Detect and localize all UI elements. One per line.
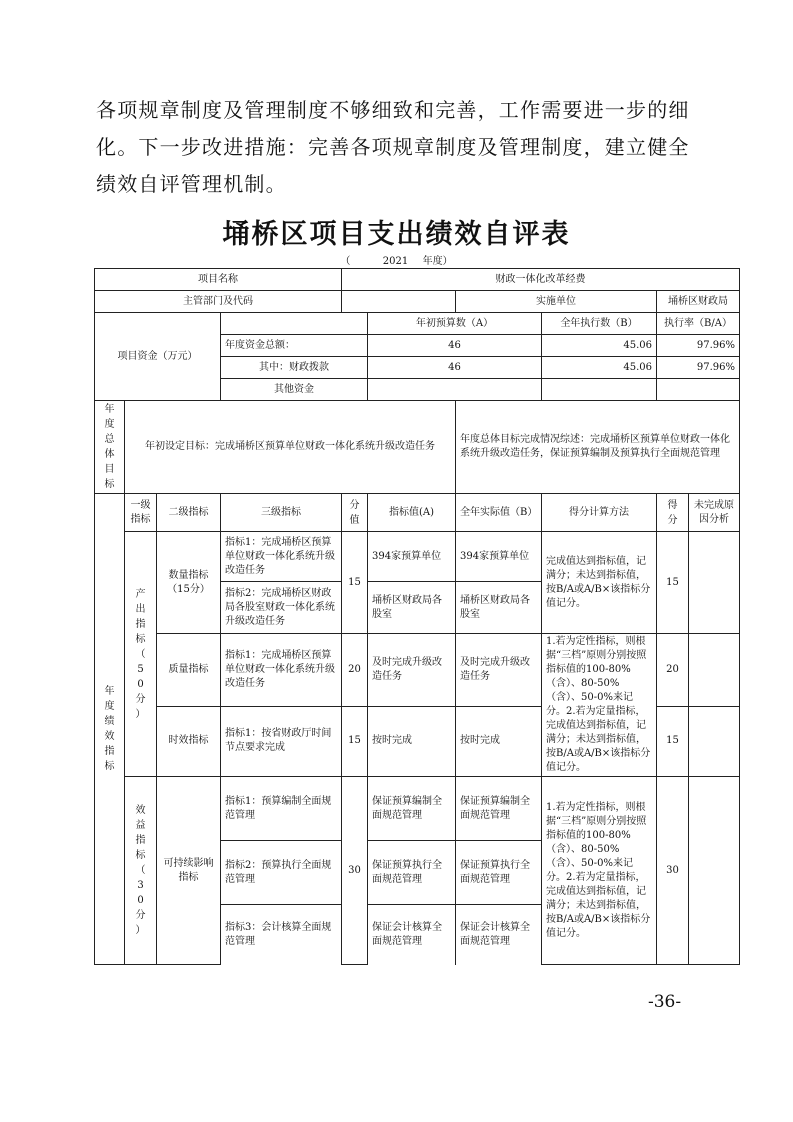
- sustain-target-3: 保证会计核算全面规范管理: [368, 905, 456, 965]
- project-name-row: [95, 269, 740, 291]
- quantity-score: 15: [657, 532, 689, 634]
- col-exec-rate: 执行率（B/A）: [657, 313, 740, 335]
- quantity-indicator-1: 指标1：完成埇桥区预算单位财政一体化系统升级改造任务: [221, 532, 342, 582]
- funds-row-b: 45.06: [542, 335, 657, 357]
- dept-row: [95, 291, 740, 313]
- time-target: 按时完成: [368, 706, 456, 776]
- quantity-target-2: 埇桥区财政局各股室: [368, 582, 456, 634]
- quality-weight: 20: [342, 634, 368, 707]
- quality-time-method: 1.若为定性指标，则根据“三档”原则分别按照指标值的100-80%（含）、80-50%（含）、50-0%来记分。2.若为定量指标，完成值达到指标值，记满分；未达到指标值，按B/A或A/B×该指标分值记分。: [542, 634, 657, 777]
- table-row: [95, 634, 740, 707]
- intro-line-3: 绩效自评管理机制。: [96, 172, 287, 196]
- self-evaluation-table: [94, 268, 740, 965]
- year-line: [0, 252, 793, 267]
- quality-target: 及时完成升级改造任务: [368, 634, 456, 707]
- benefit-label: 效益指标（30分）: [125, 777, 157, 965]
- sustain-actual-1: 保证预算编制全面规范管理: [456, 777, 542, 841]
- quantity-label: 数量指标（15分）: [157, 532, 221, 634]
- time-weight: 15: [342, 706, 368, 776]
- time-indicator: 指标1：按省财政厅时间节点要求完成: [221, 706, 342, 776]
- sustain-label: 可持续影响指标: [157, 777, 221, 965]
- sustain-indicator-1: 指标1：预算编制全面规范管理: [221, 777, 342, 841]
- impl-label: 实施单位: [456, 291, 657, 313]
- sustain-actual-2: 保证预算执行全面规范管理: [456, 841, 542, 905]
- funds-blank: [221, 313, 368, 335]
- time-label: 时效指标: [157, 706, 221, 776]
- perf-label: 年度绩效指标: [95, 494, 125, 965]
- funds-row-a: [368, 379, 542, 401]
- year-open: （: [340, 256, 351, 267]
- quantity-actual-1: 394家预算单位: [456, 532, 542, 582]
- year-value: 2021: [382, 256, 409, 267]
- output-label: 产出指标（50分）: [125, 532, 157, 777]
- dept-label: 主管部门及代码: [95, 291, 342, 313]
- funds-row-b: [542, 379, 657, 401]
- year-close: 年度）: [422, 256, 453, 267]
- intro-line-1: 各项规章制度及管理制度不够细致和完善，工作需要进一步的细: [96, 98, 690, 122]
- indicator-header-row: [95, 494, 740, 532]
- quantity-target-1: 394家预算单位: [368, 532, 456, 582]
- goal-complete: 年度总体目标完成情况综述：完成埇桥区预算单位财政一体化系统升级改造任务，保证预算编制及预算执行全面规范管理: [456, 401, 740, 494]
- quality-reason: [689, 634, 740, 707]
- time-actual: 按时完成: [456, 706, 542, 776]
- sustain-target-1: 保证预算编制全面规范管理: [368, 777, 456, 841]
- impl-value: 埇桥区财政局: [657, 291, 740, 313]
- quantity-reason: [689, 532, 740, 634]
- sustain-indicator-2: 指标2：预算执行全面规范管理: [221, 841, 342, 905]
- funds-row-label: 其中：财政拨款: [221, 357, 368, 379]
- sustain-actual-3: 保证会计核算全面规范管理: [456, 905, 542, 965]
- hdr-reason: 未完成原因分析: [689, 494, 740, 532]
- dept-value: [342, 291, 456, 313]
- sustain-target-2: 保证预算执行全面规范管理: [368, 841, 456, 905]
- project-name-value: 财政一体化改革经费: [342, 269, 740, 291]
- quality-actual: 及时完成升级改造任务: [456, 634, 542, 707]
- funds-row-label: 年度资金总额：: [221, 335, 368, 357]
- funds-row-label: 其他资金: [221, 379, 368, 401]
- goal-row: [95, 401, 740, 494]
- col-initial-budget: 年初预算数（A）: [368, 313, 542, 335]
- time-score: 15: [657, 706, 689, 776]
- goal-initial: 年初设定目标：完成埇桥区预算单位财政一体化系统升级改造任务: [125, 401, 456, 494]
- funds-row-rate: 97.96%: [657, 335, 740, 357]
- intro-paragraph: [96, 92, 696, 203]
- quantity-indicator-2: 指标2：完成埇桥区财政局各股室财政一体化系统升级改造任务: [221, 582, 342, 634]
- sustain-method: 1.若为定性指标，则根据“三档”原则分别按照指标值的100-80%（含）、80-50%（含）、50-0%来记分。2.若为定量指标，完成值达到指标值，记满分；未达到指标值，按B/A或A/B×该指标分值记分。: [542, 777, 657, 965]
- funds-row-a: 46: [368, 335, 542, 357]
- time-reason: [689, 706, 740, 776]
- col-full-year-exec: 全年执行数（B）: [542, 313, 657, 335]
- intro-line-2: 化。下一步改进措施：完善各项规章制度及管理制度，建立健全: [96, 135, 690, 159]
- quantity-actual-2: 埇桥区财政局各股室: [456, 582, 542, 634]
- funds-row-rate: 97.96%: [657, 357, 740, 379]
- goal-label: 年度总体目标: [95, 401, 125, 494]
- sustain-weight: 30: [342, 777, 368, 965]
- hdr-target: 指标值(A): [368, 494, 456, 532]
- quantity-method: 完成值达到指标值，记满分；未达到指标值，按B/A或A/B×该指标分值记分。: [542, 532, 657, 634]
- quality-indicator: 指标1：完成埇桥区预算单位财政一体化系统升级改造任务: [221, 634, 342, 707]
- table-row: [95, 777, 740, 841]
- hdr-level3: 三级指标: [221, 494, 342, 532]
- funds-row-a: 46: [368, 357, 542, 379]
- hdr-level2: 二级指标: [157, 494, 221, 532]
- quantity-weight: 15: [342, 532, 368, 634]
- project-name-label: 项目名称: [95, 269, 342, 291]
- hdr-weight: 分值: [342, 494, 368, 532]
- table-row: [95, 532, 740, 582]
- hdr-score: 得分: [657, 494, 689, 532]
- sustain-reason: [689, 777, 740, 965]
- funds-label: 项目资金（万元）: [95, 313, 221, 401]
- funds-header-row: [95, 313, 740, 335]
- sustain-score: 30: [657, 777, 689, 965]
- sustain-indicator-3: 指标3：会计核算全面规范管理: [221, 905, 342, 965]
- hdr-level1: 一级指标: [125, 494, 157, 532]
- table-title: 埇桥区项目支出绩效自评表: [222, 219, 571, 250]
- page-number: -36-: [648, 992, 682, 1012]
- hdr-method: 得分计算方法: [542, 494, 657, 532]
- funds-row-b: 45.06: [542, 357, 657, 379]
- quality-score: 20: [657, 634, 689, 707]
- hdr-actual: 全年实际值（B）: [456, 494, 542, 532]
- quality-label: 质量指标: [157, 634, 221, 707]
- funds-row-rate: [657, 379, 740, 401]
